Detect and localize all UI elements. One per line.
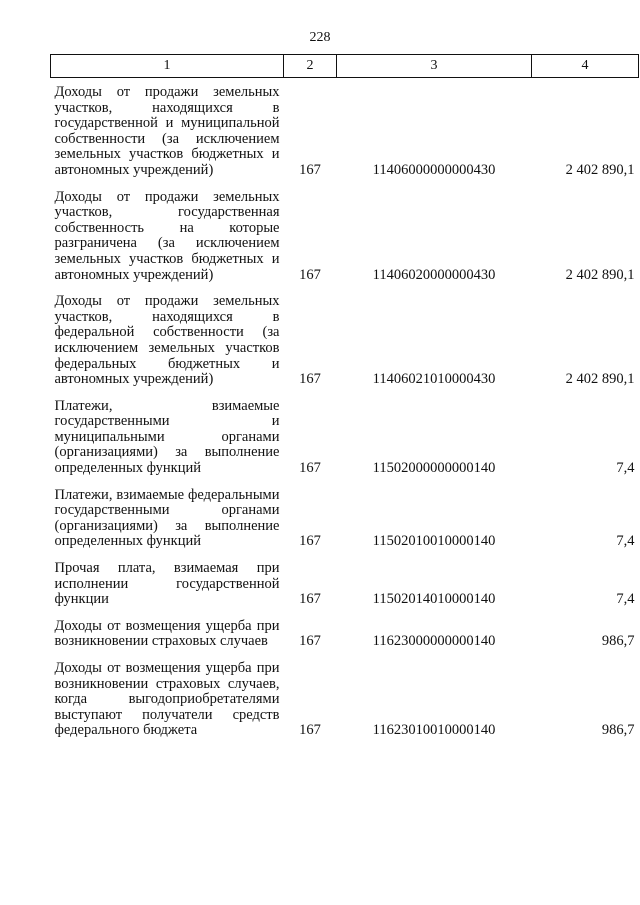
income-name: Доходы от возмещения ущерба при возникновении страховых случаев, когда выгодоприобретателями выступают получатели средств федерального бюджета [54, 660, 280, 739]
table-body [51, 78, 639, 750]
amount: 2 402 890,1 [565, 266, 635, 283]
admin-code: 167 [299, 371, 321, 388]
table-row [51, 661, 639, 750]
page-number: 228 [309, 30, 331, 45]
amount: 7,4 [616, 460, 635, 477]
amount: 2 402 890,1 [565, 371, 635, 388]
header-row [51, 55, 639, 78]
header-col-4: 4 [532, 55, 639, 78]
amount: 2 402 890,1 [565, 161, 635, 178]
amount: 7,4 [616, 591, 635, 608]
admin-code: 167 [299, 533, 321, 550]
budget-classification-code: 11623010010000140 [372, 722, 496, 739]
admin-code: 167 [299, 722, 321, 739]
budget-classification-code: 11406000000000430 [372, 161, 496, 178]
table-header [51, 55, 639, 78]
admin-code: 167 [299, 633, 321, 650]
admin-code: 167 [299, 460, 321, 477]
income-name: Доходы от продажи земельных участков, находящихся в федеральной собственности (за исключением земельных участков федеральных бюджетных и автономных учреждений) [54, 293, 280, 388]
table-row [51, 399, 639, 488]
income-name: Доходы от продажи земельных участков, государственная собственность на которые разграничена (за исключением земельных участков бюджетных и автономных учреждений) [54, 188, 280, 283]
table-row [51, 561, 639, 619]
table-row [51, 488, 639, 561]
table-row [51, 619, 639, 661]
budget-classification-code: 11502010010000140 [372, 533, 496, 550]
admin-code: 167 [299, 161, 321, 178]
budget-classification-code: 11502000000000140 [372, 460, 496, 477]
income-name: Платежи, взимаемые федеральными государственными органами (организациями) за выполнение определенных функций [54, 486, 280, 550]
budget-classification-code: 11623000000000140 [372, 633, 496, 650]
budget-classification-code: 11406020000000430 [372, 266, 496, 283]
income-name: Доходы от возмещения ущерба при возникновении страховых случаев [54, 617, 280, 650]
amount: 986,7 [601, 722, 635, 739]
income-name: Платежи, взимаемые государственными и муниципальными органами (организациями) за выполнение определенных функций [54, 397, 280, 477]
admin-code: 167 [299, 266, 321, 283]
amount: 7,4 [616, 533, 635, 550]
table-row [51, 78, 639, 190]
income-name: Доходы от продажи земельных участков, находящихся в государственной и муниципальной собственности (за исключением земельных участков бюджетных и автономных учреждений) [54, 84, 280, 178]
header-col-2: 2 [284, 55, 337, 78]
header-col-1: 1 [51, 55, 284, 78]
budget-classification-code: 11502014010000140 [372, 591, 496, 608]
table-row [51, 294, 639, 399]
header-col-3: 3 [337, 55, 532, 78]
income-name: Прочая плата, взимаемая при исполнении государственной функции [54, 560, 280, 608]
revenue-table [50, 54, 639, 750]
admin-code: 167 [299, 591, 321, 608]
table-row [51, 190, 639, 295]
amount: 986,7 [601, 633, 635, 650]
budget-classification-code: 11406021010000430 [372, 371, 496, 388]
